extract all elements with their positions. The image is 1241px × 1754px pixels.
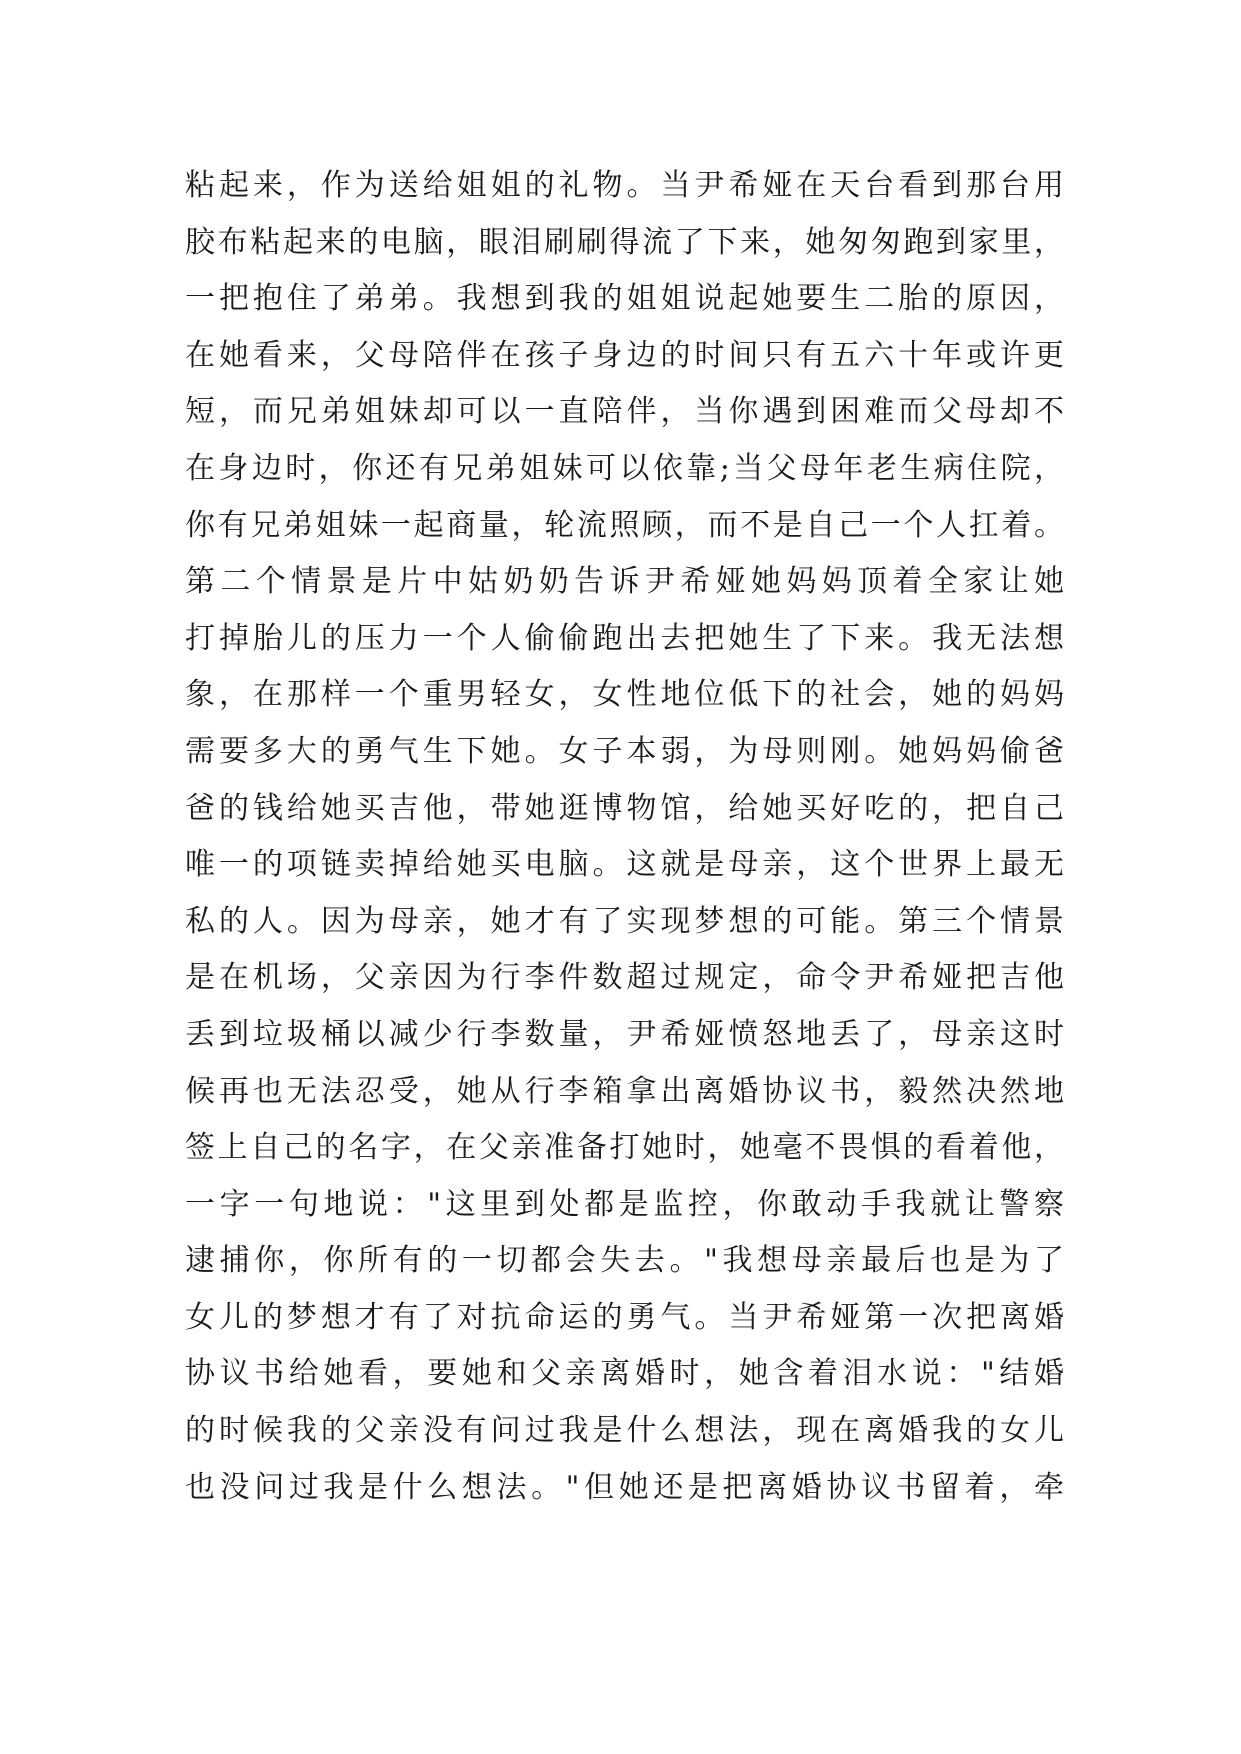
text-line: 签上自己的名字，在父亲准备打她时，她毫不畏惧的看着他， xyxy=(185,1130,1065,1166)
body-text xyxy=(185,158,1065,1516)
text-line: 协议书给她看，要她和父亲离婚时，她含着泪水说："结婚 xyxy=(185,1356,1065,1392)
text-line: 也没问过我是什么想法。"但她还是把离婚协议书留着，牵 xyxy=(185,1469,1065,1505)
text-line: 女儿的梦想才有了对抗命运的勇气。当尹希娅第一次把离婚 xyxy=(185,1299,1065,1335)
text-line: 粘起来，作为送给姐姐的礼物。当尹希娅在天台看到那台用 xyxy=(185,168,1065,203)
text-line: 在她看来，父母陪伴在孩子身边的时间只有五六十年或许更 xyxy=(185,337,1065,373)
text-line: 唯一的项链卖掉给她买电脑。这就是母亲，这个世界上最无 xyxy=(185,847,1065,883)
text-line: 候再也无法忍受，她从行李箱拿出离婚协议书，毅然决然地 xyxy=(185,1073,1065,1109)
text-line: 短，而兄弟姐妹却可以一直陪伴，当你遇到困难而父母却不 xyxy=(185,394,1065,430)
text-line: 打掉胎儿的压力一个人偷偷跑出去把她生了下来。我无法想 xyxy=(185,620,1065,656)
text-line: 是在机场，父亲因为行李件数超过规定，命令尹希娅把吉他 xyxy=(185,960,1065,996)
text-line: 象，在那样一个重男轻女，女性地位低下的社会，她的妈妈 xyxy=(185,677,1065,713)
text-line: 第二个情景是片中姑奶奶告诉尹希娅她妈妈顶着全家让她 xyxy=(185,564,1065,600)
text-line: 逮捕你，你所有的一切都会失去。"我想母亲最后也是为了 xyxy=(185,1243,1065,1279)
text-line: 在身边时，你还有兄弟姐妹可以依靠;当父母年老生病住院， xyxy=(185,450,1065,486)
text-line: 一字一句地说："这里到处都是监控，你敢动手我就让警察 xyxy=(185,1186,1065,1222)
text-line: 胶布粘起来的电脑，眼泪刷刷得流了下来，她匆匆跑到家里， xyxy=(185,224,1065,260)
text-line: 需要多大的勇气生下她。女子本弱，为母则刚。她妈妈偷爸 xyxy=(185,733,1065,769)
text-line: 一把抱住了弟弟。我想到我的姐姐说起她要生二胎的原因， xyxy=(185,281,1065,317)
text-line: 丢到垃圾桶以减少行李数量，尹希娅愤怒地丢了，母亲这时 xyxy=(185,1016,1065,1052)
text-line: 私的人。因为母亲，她才有了实现梦想的可能。第三个情景 xyxy=(185,903,1065,939)
text-line: 你有兄弟姐妹一起商量，轮流照顾，而不是自己一个人扛着。 xyxy=(185,507,1065,543)
text-line: 爸的钱给她买吉他，带她逛博物馆，给她买好吃的，把自己 xyxy=(185,790,1065,826)
text-line: 的时候我的父亲没有问过我是什么想法，现在离婚我的女儿 xyxy=(185,1413,1065,1449)
